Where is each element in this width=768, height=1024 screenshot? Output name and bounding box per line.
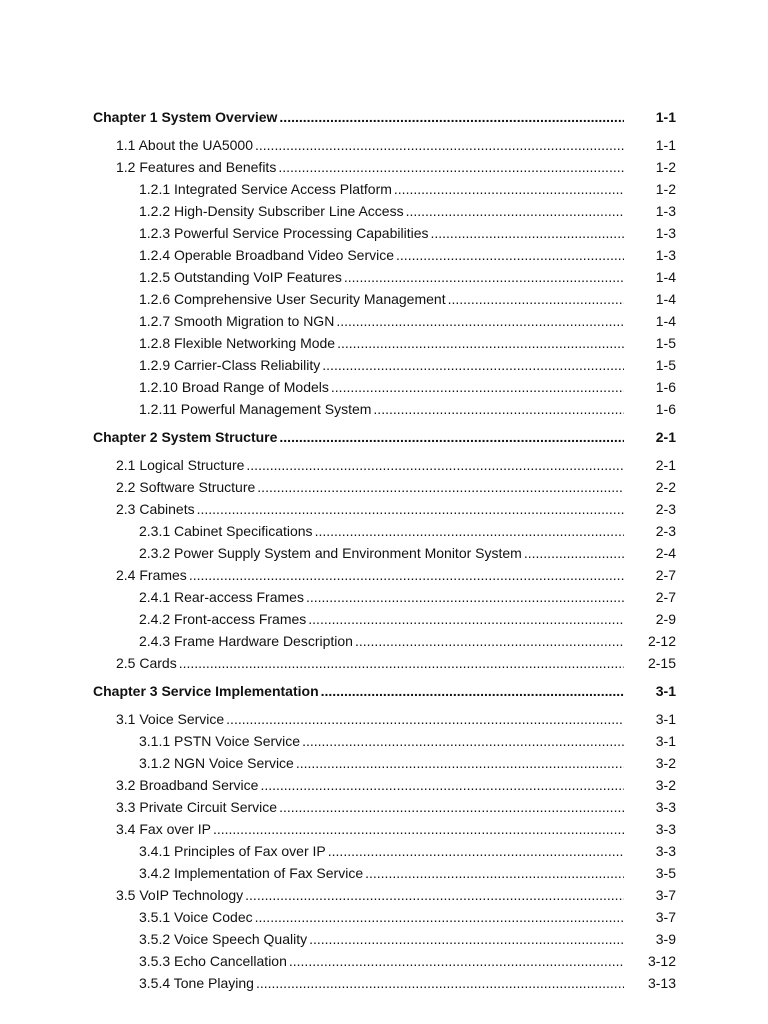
toc-page-number: 1-5 bbox=[655, 335, 676, 351]
toc-page-number: 2-7 bbox=[655, 589, 676, 605]
dot-leader bbox=[309, 928, 624, 950]
dot-leader bbox=[246, 454, 624, 476]
toc-entry-title: 1.2.5 Outstanding VoIP Features bbox=[139, 269, 342, 285]
toc-entry[interactable] bbox=[139, 862, 626, 884]
toc-entry-title: 1.2.9 Carrier-Class Reliability bbox=[139, 357, 321, 373]
dot-leader bbox=[396, 244, 624, 266]
dot-leader bbox=[257, 476, 624, 498]
toc-page-number: 1-3 bbox=[655, 225, 676, 241]
toc-entry[interactable] bbox=[139, 630, 626, 652]
dot-leader bbox=[373, 398, 624, 420]
toc-entry[interactable] bbox=[139, 950, 626, 972]
toc-entry-title: 3.4 Fax over IP bbox=[116, 821, 211, 837]
dot-leader bbox=[255, 134, 624, 156]
toc-page-number: 3-2 bbox=[655, 777, 676, 793]
toc-entry[interactable] bbox=[139, 376, 626, 398]
toc-entry[interactable] bbox=[116, 454, 626, 476]
dot-leader bbox=[322, 354, 624, 376]
toc-entry[interactable] bbox=[139, 906, 626, 928]
toc-entry[interactable] bbox=[139, 520, 626, 542]
toc-page-number: 2-2 bbox=[655, 479, 676, 495]
toc-entry-title: 2.3 Cabinets bbox=[116, 501, 195, 517]
dot-leader bbox=[302, 730, 624, 752]
toc-page-number: 2-3 bbox=[655, 523, 676, 539]
toc-entry[interactable] bbox=[139, 972, 626, 994]
dot-leader bbox=[197, 498, 624, 520]
toc-page-number: 2-15 bbox=[647, 655, 676, 671]
dot-leader bbox=[226, 708, 624, 730]
dot-leader bbox=[394, 178, 624, 200]
toc-page-number: 1-4 bbox=[655, 291, 676, 307]
toc-entry[interactable] bbox=[116, 476, 626, 498]
toc-page-number: 3-7 bbox=[655, 887, 676, 903]
toc-entry[interactable] bbox=[116, 796, 626, 818]
toc-entry[interactable] bbox=[116, 652, 626, 674]
dot-leader bbox=[355, 630, 624, 652]
toc-page-number: 2-7 bbox=[655, 567, 676, 583]
toc-entry[interactable] bbox=[139, 398, 626, 420]
toc-page-number: 1-6 bbox=[655, 401, 676, 417]
toc-entry-title: 1.2.11 Powerful Management System bbox=[139, 401, 372, 417]
toc-entry-title: 1.2.10 Broad Range of Models bbox=[139, 379, 329, 395]
dot-leader bbox=[365, 862, 624, 884]
toc-page-number: 3-12 bbox=[647, 953, 676, 969]
toc-entry-title: 3.1.2 NGN Voice Service bbox=[139, 755, 294, 771]
toc-page-number: 1-4 bbox=[655, 313, 676, 329]
toc-entry-title: 2.2 Software Structure bbox=[116, 479, 256, 495]
toc-page-number: 1-2 bbox=[655, 159, 676, 175]
toc-page-number: 3-1 bbox=[655, 733, 676, 749]
toc-entry-title: 3.1.1 PSTN Voice Service bbox=[139, 733, 301, 749]
toc-entry[interactable] bbox=[116, 708, 626, 730]
toc-entry-title: 2.4.3 Frame Hardware Description bbox=[139, 633, 353, 649]
dot-leader bbox=[289, 950, 624, 972]
toc-entry[interactable] bbox=[139, 542, 626, 564]
toc-entry-title: 2.1 Logical Structure bbox=[116, 457, 245, 473]
dot-leader bbox=[315, 520, 624, 542]
dot-leader bbox=[278, 156, 624, 178]
dot-leader bbox=[448, 288, 624, 310]
toc-entry-title: 2.3.2 Power Supply System and Environment Monitor System bbox=[139, 545, 522, 561]
toc-entry-title: 3.5.4 Tone Playing bbox=[139, 975, 254, 991]
toc-entry[interactable] bbox=[139, 752, 626, 774]
toc-page-number: 3-13 bbox=[647, 975, 676, 991]
toc-entry[interactable] bbox=[139, 608, 626, 630]
toc-page-number: 3-3 bbox=[655, 821, 676, 837]
toc-entry[interactable] bbox=[116, 498, 626, 520]
toc-entry[interactable] bbox=[116, 134, 626, 156]
dot-leader bbox=[344, 266, 624, 288]
dot-leader bbox=[430, 222, 624, 244]
toc-page-number: 1-3 bbox=[655, 247, 676, 263]
toc-page-number: 3-3 bbox=[655, 799, 676, 815]
toc-page-number: 3-5 bbox=[655, 865, 676, 881]
toc-page-number: 3-7 bbox=[655, 909, 676, 925]
toc-entry[interactable] bbox=[116, 774, 626, 796]
toc-entry[interactable] bbox=[116, 156, 626, 178]
toc-entry[interactable] bbox=[116, 818, 626, 840]
toc-entry[interactable] bbox=[116, 564, 626, 586]
toc-entry-title: 2.4.2 Front-access Frames bbox=[139, 611, 307, 627]
toc-chapter-entry[interactable] bbox=[93, 680, 626, 702]
toc-entry-title: 3.5.2 Voice Speech Quality bbox=[139, 931, 308, 947]
dot-leader bbox=[279, 106, 624, 128]
toc-page-number: 2-12 bbox=[647, 633, 676, 649]
toc-page-number: 1-3 bbox=[655, 203, 676, 219]
toc-entry-title: 1.2.4 Operable Broadband Video Service bbox=[139, 247, 395, 263]
toc-entry-title: 1.1 About the UA5000 bbox=[116, 137, 253, 153]
dot-leader bbox=[321, 680, 624, 702]
dot-leader bbox=[406, 200, 624, 222]
toc-page-number: 1-2 bbox=[655, 181, 676, 197]
toc-entry[interactable] bbox=[116, 884, 626, 906]
toc-page-number: 2-4 bbox=[655, 545, 676, 561]
dot-leader bbox=[328, 840, 624, 862]
toc-entry[interactable] bbox=[139, 354, 626, 376]
dot-leader bbox=[336, 310, 624, 332]
toc-entry-title: 3.2 Broadband Service bbox=[116, 777, 259, 793]
dot-leader bbox=[337, 332, 624, 354]
toc-page-number: 3-1 bbox=[655, 711, 676, 727]
toc-page-number: 2-3 bbox=[655, 501, 676, 517]
toc-entry-title: 1.2.1 Integrated Service Access Platform bbox=[139, 181, 392, 197]
toc-page-number: 3-3 bbox=[655, 843, 676, 859]
toc-entry[interactable] bbox=[139, 730, 626, 752]
toc-entry-title: 2.5 Cards bbox=[116, 655, 177, 671]
toc-entry-title: 1.2.2 High-Density Subscriber Line Access bbox=[139, 203, 404, 219]
toc-page-number: 3-9 bbox=[655, 931, 676, 947]
dot-leader bbox=[189, 564, 624, 586]
toc-entry-title: 3.5.3 Echo Cancellation bbox=[139, 953, 287, 969]
toc-page-number: 1-6 bbox=[655, 379, 676, 395]
dot-leader bbox=[524, 542, 624, 564]
toc-entry[interactable] bbox=[139, 310, 626, 332]
toc-entry[interactable] bbox=[139, 178, 626, 200]
toc-entry-title: Chapter 1 System Overview bbox=[93, 109, 278, 125]
toc-page-number: 2-1 bbox=[655, 429, 676, 445]
toc-entry[interactable] bbox=[139, 288, 626, 310]
toc-chapter-entry[interactable] bbox=[93, 106, 626, 128]
toc-entry-title: 3.1 Voice Service bbox=[116, 711, 225, 727]
toc-page-number: 3-2 bbox=[655, 755, 676, 771]
dot-leader bbox=[306, 586, 624, 608]
toc-entry[interactable] bbox=[139, 200, 626, 222]
dot-leader bbox=[255, 906, 624, 928]
dot-leader bbox=[213, 818, 624, 840]
dot-leader bbox=[279, 426, 624, 448]
toc-entry-title: 2.4.1 Rear-access Frames bbox=[139, 589, 304, 605]
toc-entry-title: 1.2.7 Smooth Migration to NGN bbox=[139, 313, 335, 329]
toc-page-number: 2-1 bbox=[655, 457, 676, 473]
dot-leader bbox=[308, 608, 624, 630]
toc-page-number: 2-9 bbox=[655, 611, 676, 627]
toc-entry-title: 3.3 Private Circuit Service bbox=[116, 799, 278, 815]
toc-entry[interactable] bbox=[139, 840, 626, 862]
toc-entry[interactable] bbox=[139, 266, 626, 288]
toc-entry[interactable] bbox=[139, 244, 626, 266]
toc-entry-title: 3.4.2 Implementation of Fax Service bbox=[139, 865, 364, 881]
dot-leader bbox=[179, 652, 624, 674]
dot-leader bbox=[296, 752, 624, 774]
toc-page-number: 1-1 bbox=[655, 137, 676, 153]
toc-page-number: 1-1 bbox=[655, 109, 676, 125]
toc-page-number: 1-5 bbox=[655, 357, 676, 373]
toc-entry[interactable] bbox=[139, 332, 626, 354]
toc-page-number: 3-1 bbox=[655, 683, 676, 699]
toc-entry-title: 3.5.1 Voice Codec bbox=[139, 909, 253, 925]
toc-page-number: 1-4 bbox=[655, 269, 676, 285]
dot-leader bbox=[256, 972, 624, 994]
toc-entry-title: 2.3.1 Cabinet Specifications bbox=[139, 523, 313, 539]
toc-entry-title: 3.5 VoIP Technology bbox=[116, 887, 244, 903]
toc-entry-title: Chapter 2 System Structure bbox=[93, 429, 278, 445]
dot-leader bbox=[260, 774, 624, 796]
toc-entry-title: 1.2.8 Flexible Networking Mode bbox=[139, 335, 336, 351]
dot-leader bbox=[245, 884, 624, 906]
toc-entry[interactable] bbox=[139, 586, 626, 608]
toc-chapter-entry[interactable] bbox=[93, 426, 626, 448]
dot-leader bbox=[331, 376, 624, 398]
toc-entry-title: Chapter 3 Service Implementation bbox=[93, 683, 319, 699]
toc-entry[interactable] bbox=[139, 928, 626, 950]
toc-entry[interactable] bbox=[139, 222, 626, 244]
toc-entry-title: 1.2.6 Comprehensive User Security Management bbox=[139, 291, 446, 307]
toc-entry-title: 3.4.1 Principles of Fax over IP bbox=[139, 843, 326, 859]
dot-leader bbox=[279, 796, 624, 818]
toc-entry-title: 1.2 Features and Benefits bbox=[116, 159, 277, 175]
toc-entry-title: 1.2.3 Powerful Service Processing Capabilities bbox=[139, 225, 429, 241]
toc-entry-title: 2.4 Frames bbox=[116, 567, 187, 583]
